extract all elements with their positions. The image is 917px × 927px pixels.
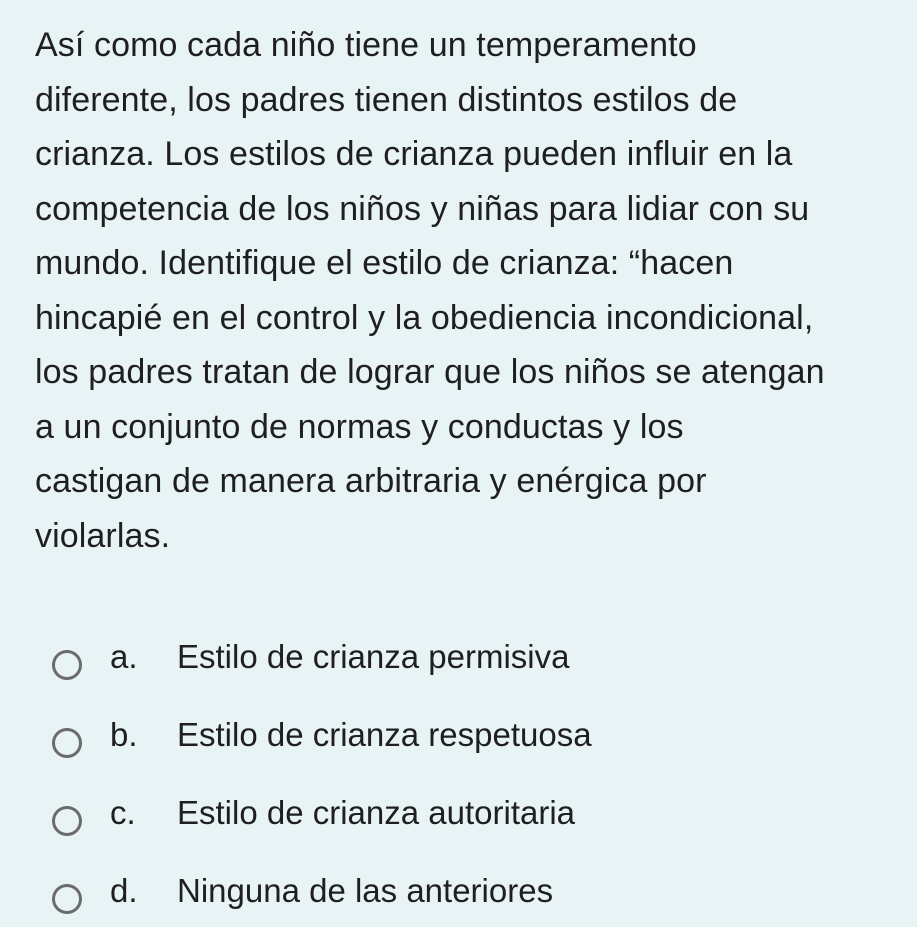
option-label: Estilo de crianza autoritaria <box>177 794 576 831</box>
option-d[interactable] <box>52 863 554 923</box>
option-letter: b. <box>110 716 138 753</box>
option-b[interactable] <box>52 707 592 767</box>
option-a[interactable] <box>52 629 570 689</box>
option-label: Ninguna de las anteriores <box>177 872 554 909</box>
question-line: violarlas. <box>35 516 171 555</box>
question-line: mundo. Identifique el estilo de crianza: “hacen <box>35 244 734 282</box>
question-line: los padres tratan de lograr que los niños se atengan <box>35 353 825 391</box>
option-label: Estilo de crianza permisiva <box>177 638 570 675</box>
question-line: Así como cada niño tiene un temperamento <box>35 26 697 64</box>
question-line: castigan de manera arbitraria y enérgica por <box>35 462 707 500</box>
option-letter: d. <box>110 872 138 909</box>
radio-button-d[interactable] <box>52 884 82 914</box>
option-letter: c. <box>110 794 136 831</box>
question-line: a un conjunto de normas y conductas y los <box>35 407 684 446</box>
radio-button-a[interactable] <box>52 650 82 680</box>
option-letter: a. <box>110 638 138 675</box>
option-c[interactable] <box>52 785 576 845</box>
option-label: Estilo de crianza respetuosa <box>177 716 592 753</box>
question-line: competencia de los niños y niñas para lidiar con su <box>35 189 810 228</box>
question-line: hincapié en el control y la obediencia incondicional, <box>35 298 814 337</box>
radio-button-b[interactable] <box>52 728 82 758</box>
question-line: diferente, los padres tienen distintos estilos de <box>35 80 738 119</box>
question-line: crianza. Los estilos de crianza pueden influir en la <box>35 135 793 173</box>
radio-button-c[interactable] <box>52 806 82 836</box>
question-text <box>35 18 905 563</box>
